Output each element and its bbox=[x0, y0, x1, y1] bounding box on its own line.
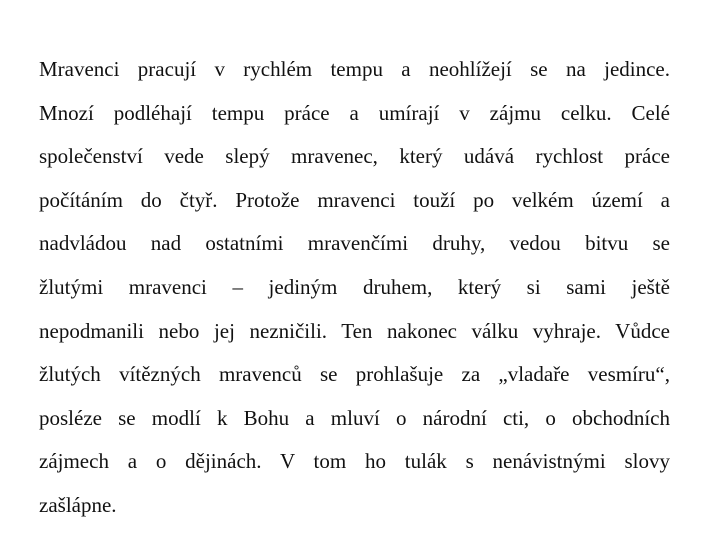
text-line: nadvládou nad ostatními mravenčími druhy, vedou bitvu se bbox=[39, 231, 670, 256]
text-line: společenství vede slepý mravenec, který udává rychlost práce bbox=[39, 144, 670, 169]
text-line: posléze se modlí k Bohu a mluví o národní cti, o obchodních bbox=[39, 405, 670, 430]
text-line: Mravenci pracují v rychlém tempu a neohlížejí se na jedince. bbox=[39, 57, 670, 81]
text-line: zašlápne. bbox=[39, 492, 117, 517]
text-line: počítáním do čtyř. Protože mravenci touží po velkém území a bbox=[39, 187, 670, 212]
paragraph bbox=[39, 51, 670, 531]
text-line: Mnozí podléhají tempu práce a umírají v zájmu celku. Celé bbox=[39, 100, 670, 125]
text-line: nepodmanili nebo jej nezničili. Ten nakonec válku vyhraje. Vůdce bbox=[39, 318, 670, 343]
text-line: zájmech a o dějinách. V tom ho tulák s nenávistnými slovy bbox=[39, 449, 670, 474]
text-line: žlutými mravenci – jediným druhem, který si sami ještě bbox=[39, 274, 670, 299]
text-line: žlutých vítězných mravenců se prohlašuje za „vladaře vesmíru“, bbox=[39, 362, 670, 387]
